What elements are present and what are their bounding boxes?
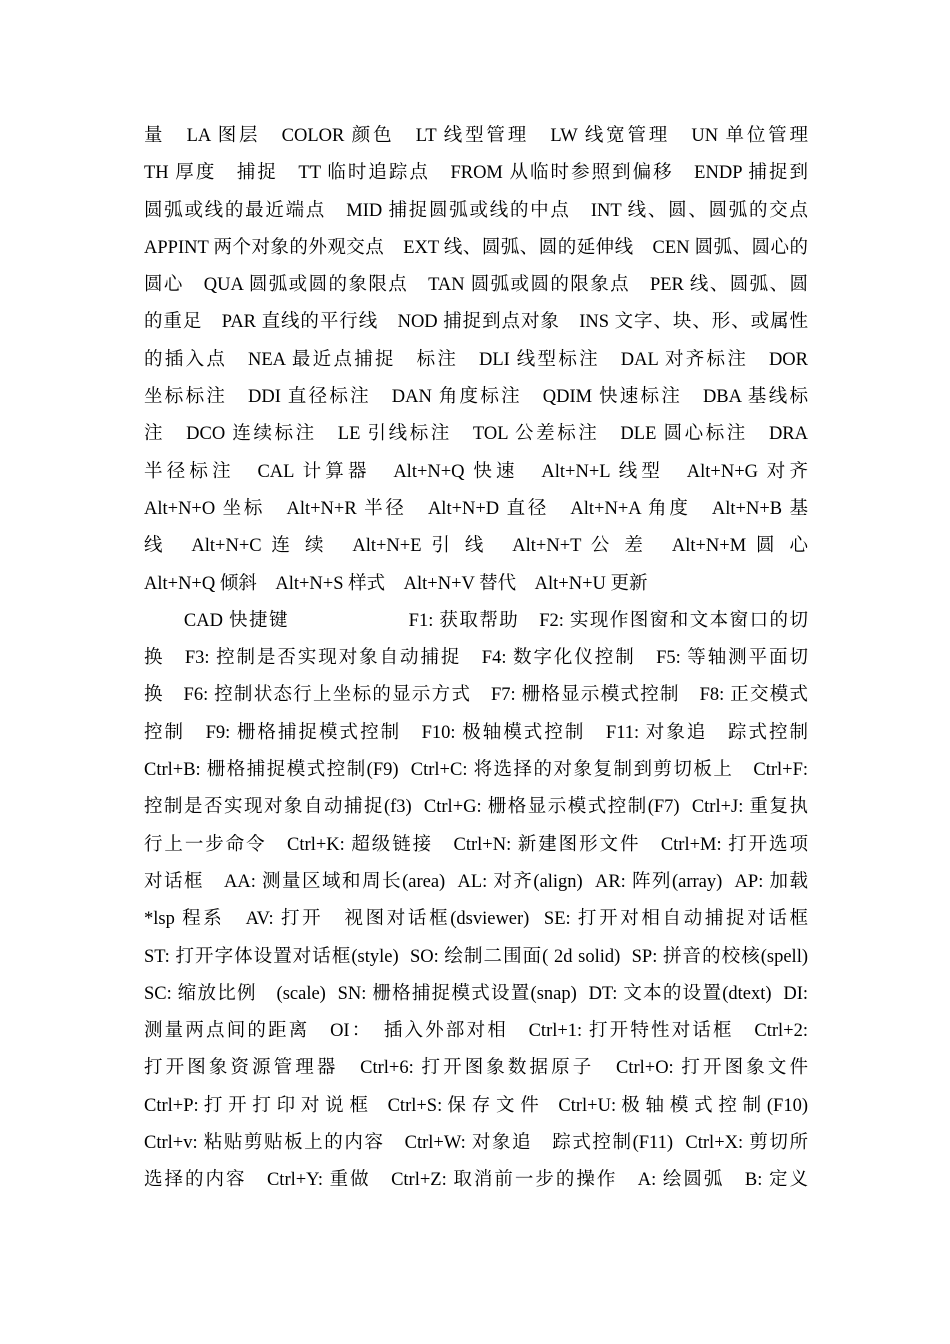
text-line: 换 F6: 控制状态行上坐标的显示方式 F7: 栅格显示模式控制 F8: 正交模式 (144, 685, 808, 706)
text-line: 控制是否实现对象自动捕捉(f3) Ctrl+G: 栅格显示模式控制(F7) Ctrl+J: 重复执 (144, 797, 808, 818)
text-line: 坐标标注 DDI 直径标注 DAN 角度标注 QDIM 快速标注 DBA 基线标 (144, 387, 808, 408)
text-line: 选择的内容 Ctrl+Y: 重做 Ctrl+Z: 取消前一步的操作 A: 绘圆弧 B: 定义 (144, 1170, 808, 1191)
text-line: 控制 F9: 栅格捕捉模式控制 F10: 极轴模式控制 F11: 对象追 踪式控制 (144, 722, 808, 743)
text-line: ST: 打开字体设置对话框(style) SO: 绘制二围面( 2d solid) SP: 拼音的校核(spell) (144, 946, 808, 967)
text-line: 半径标注 CAL 计算器 Alt+N+Q 快速 Alt+N+L 线型 Alt+N+G 对齐 (144, 461, 808, 482)
text-line: CAD 快捷键 F1: 获取帮助 F2: 实现作图窗和文本窗口的切 (144, 610, 808, 631)
text-line: 换 F3: 控制是否实现对象自动捕捉 F4: 数字化仪控制 F5: 等轴测平面切 (144, 648, 808, 669)
text-line: TH 厚度 捕捉 TT 临时追踪点 FROM 从临时参照到偏移 ENDP 捕捉到 (144, 163, 808, 184)
text-line: 量 LA 图层 COLOR 颜色 LT 线型管理 LW 线宽管理 UN 单位管理 (144, 126, 808, 146)
text-line: Ctrl+P: 打 开 打 印 对 说 框 Ctrl+S: 保 存 文 件 Ctrl+U: 极 轴 模 式 控 制 (F10) (144, 1095, 808, 1116)
text-line: 线 Alt+N+C 连 续 Alt+N+E 引 线 Alt+N+T 公 差 Alt+N+M 圆 心 (144, 536, 808, 557)
text-line: 的插入点 NEA 最近点捕捉 标注 DLI 线型标注 DAL 对齐标注 DOR (144, 349, 808, 370)
text-line: SC: 缩放比例 (scale) SN: 栅格捕捉模式设置(snap) DT: 文本的设置(dtext) DI: (144, 983, 808, 1004)
text-line: 注 DCO 连续标注 LE 引线标注 TOL 公差标注 DLE 圆心标注 DRA (144, 424, 808, 445)
text-line: 测量两点间的距离 OI： 插入外部对相 Ctrl+1: 打开特性对话框 Ctrl+2: (144, 1021, 808, 1042)
text-line: 打开图象资源管理器 Ctrl+6: 打开图象数据原子 Ctrl+O: 打开图象文件 (144, 1058, 808, 1079)
text-line: 的重足 PAR 直线的平行线 NOD 捕捉到点对象 INS 文字、块、形、或属性 (144, 312, 808, 333)
text-line: 圆弧或线的最近端点 MID 捕捉圆弧或线的中点 INT 线、圆、圆弧的交点 (144, 200, 808, 221)
text-line: Ctrl+v: 粘贴剪贴板上的内容 Ctrl+W: 对象追 踪式控制(F11) Ctrl+X: 剪切所 (144, 1133, 808, 1154)
text-line: 圆心 QUA 圆弧或圆的象限点 TAN 圆弧或圆的限象点 PER 线、圆弧、圆 (144, 275, 808, 296)
text-line: Alt+N+O 坐标 Alt+N+R 半径 Alt+N+D 直径 Alt+N+A 角度 Alt+N+B 基 (144, 498, 808, 519)
text-line: APPINT 两个对象的外观交点 EXT 线、圆弧、圆的延伸线 CEN 圆弧、圆心的 (144, 237, 808, 258)
text-line: Alt+N+Q 倾斜 Alt+N+S 样式 Alt+N+V 替代 Alt+N+U 更新 (144, 573, 648, 594)
text-line: *lsp 程系 AV: 打开 视图对话框(dsviewer) SE: 打开对相自动捕捉对话框 (144, 909, 808, 930)
text-line: Ctrl+B: 栅格捕捉模式控制(F9) Ctrl+C: 将选择的对象复制到剪切板上 Ctrl+F: (144, 760, 808, 781)
text-line: 行上一步命令 Ctrl+K: 超级链接 Ctrl+N: 新建图形文件 Ctrl+M: 打开选项 (144, 834, 808, 855)
document-text-body (144, 118, 808, 1200)
text-line: 对话框 AA: 测量区域和周长(area) AL: 对齐(align) AR: 阵列(array) AP: 加载 (144, 871, 808, 892)
